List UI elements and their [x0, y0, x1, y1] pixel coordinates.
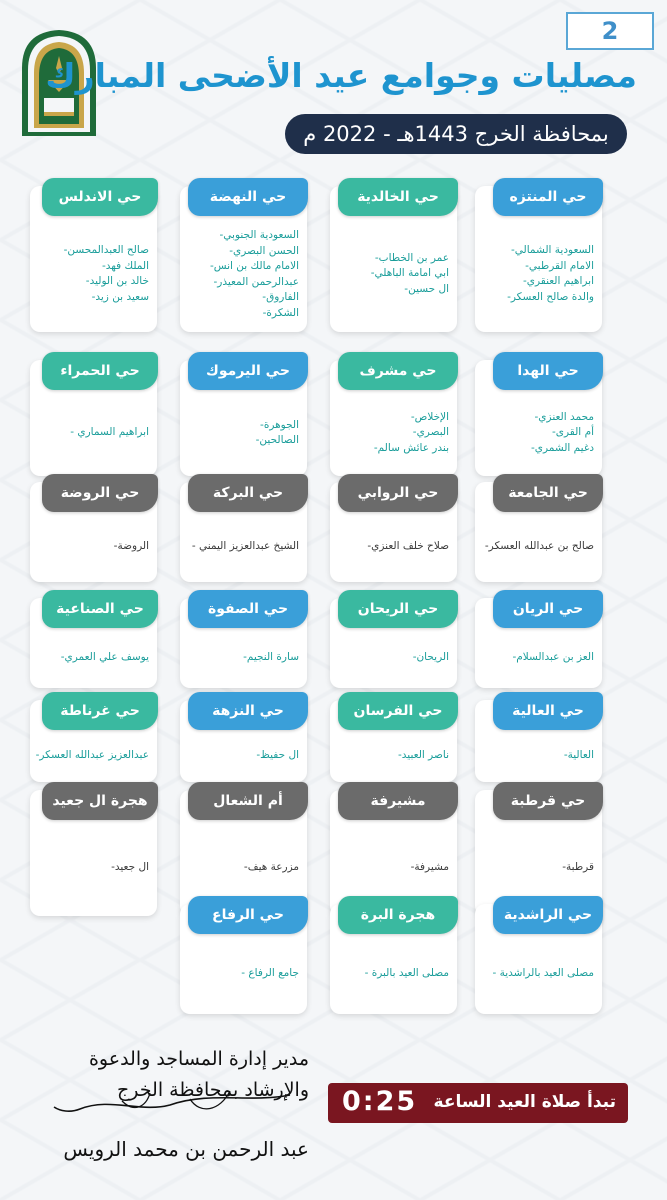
district-name: حي العالية	[493, 692, 603, 730]
mosque-item: بندر عائش سالم-	[373, 441, 449, 454]
mosque-list	[334, 539, 449, 555]
mosque-item: الفاروق-	[262, 291, 299, 303]
district-card	[475, 186, 602, 332]
district-card	[180, 598, 307, 688]
page-title: مصليات وجوامع عيد الأضحى المبارك	[45, 56, 637, 95]
mosque-list	[334, 650, 449, 666]
district-card	[180, 700, 307, 782]
district-name: حي مشرف	[338, 352, 458, 390]
mosque-item: الإخلاص-	[410, 410, 449, 423]
prayer-time-label: تبدأ صلاة العيد الساعة	[433, 1092, 616, 1112]
mosque-list	[34, 539, 149, 555]
subtitle-banner: بمحافظة الخرج 1443هـ - 2022 م	[285, 114, 627, 154]
mosque-item: الحسن البصري-	[229, 244, 299, 257]
mosque-list	[34, 425, 149, 441]
district-name: حي قرطبة	[493, 782, 603, 820]
mosque-item: خالد بن الوليد-	[85, 275, 149, 287]
mosque-item: الشيخ عبدالعزيز اليمني -	[191, 540, 299, 553]
mosque-item: عبدالرحمن المعيذر-	[213, 275, 299, 288]
district-name: حي الجامعة	[493, 474, 603, 512]
district-name: حي الريحان	[338, 590, 458, 628]
district-name: حي الهدا	[493, 352, 603, 390]
mosque-list	[184, 418, 299, 449]
mosque-item: عمر بن الخطاب-	[374, 251, 449, 264]
district-card	[330, 700, 457, 782]
mosque-list	[334, 410, 449, 457]
mosque-item: صالح العبدالمحسن-	[63, 244, 149, 256]
mosque-list	[479, 650, 594, 666]
page-number: 2	[566, 12, 654, 50]
district-card	[30, 482, 157, 582]
mosque-item: مشيرفة-	[410, 861, 449, 874]
mosque-list	[34, 860, 149, 876]
mosque-list	[334, 251, 449, 298]
district-name: حي الاندلس	[42, 178, 158, 216]
mosque-item: الريحان-	[412, 651, 449, 664]
district-name: حي الصناعية	[42, 590, 158, 628]
mosque-item: ابراهيم السماري -	[70, 426, 149, 439]
district-card	[180, 186, 307, 332]
mosque-list	[184, 966, 299, 982]
mosque-list	[34, 243, 149, 305]
mosque-item: مزرعة هيف-	[243, 861, 299, 874]
district-name: حي الريان	[493, 590, 603, 628]
district-card	[180, 360, 307, 476]
district-name: حي الراشدية	[493, 896, 603, 934]
district-card	[30, 598, 157, 688]
district-card	[30, 790, 157, 916]
district-name: حي الرفاع	[188, 896, 308, 934]
mosque-list	[184, 539, 299, 555]
district-name: أم الشعال	[188, 782, 308, 820]
mosque-item: الملك فهد-	[101, 259, 149, 272]
mosque-list	[334, 966, 449, 982]
mosque-item: الروضة-	[113, 540, 149, 553]
mosque-item: قرطبة-	[562, 861, 594, 874]
district-card	[330, 482, 457, 582]
district-card	[30, 700, 157, 782]
district-name: حي الحمراء	[42, 352, 158, 390]
mosque-item: مصلى العيد بالراشدية -	[492, 967, 594, 980]
mosque-item: الصالحين-	[255, 434, 299, 446]
mosque-item: ابراهيم العنقري-	[522, 275, 594, 287]
district-name: حي النهضة	[188, 178, 308, 216]
mosque-item: مصلى العيد بالبرة -	[364, 967, 449, 980]
mosque-list	[479, 539, 594, 555]
mosque-item: يوسف علي العمري-	[60, 651, 149, 664]
district-name: حي البركة	[188, 474, 308, 512]
signer-name: عبد الرحمن بن محمد الرويس	[63, 1137, 309, 1161]
district-card	[180, 482, 307, 582]
mosque-list	[479, 748, 594, 764]
mosque-list	[184, 228, 299, 321]
prayer-time-value: 0:25	[342, 1086, 418, 1117]
mosque-list	[479, 966, 594, 982]
mosque-item: ابي امامة الباهلي-	[370, 267, 449, 280]
district-card	[475, 482, 602, 582]
district-card	[180, 904, 307, 1014]
mosque-list	[479, 410, 594, 457]
mosque-item: السعودية الشمالي-	[510, 244, 594, 256]
mosque-item: ال حفيظ-	[256, 749, 299, 762]
mosque-list	[334, 748, 449, 764]
mosque-item: صلاح خلف العنزي-	[367, 540, 449, 553]
district-name: حي النزهة	[188, 692, 308, 730]
district-name: حي الخالدية	[338, 178, 458, 216]
district-card	[330, 598, 457, 688]
district-name: هجرة البرة	[338, 896, 458, 934]
prayer-time-box	[328, 1083, 628, 1123]
mosque-item: السعودية الجنوبي-	[219, 229, 299, 241]
district-card	[475, 360, 602, 476]
district-name: هجرة ال جعيد	[42, 782, 158, 820]
mosque-list	[34, 748, 149, 764]
mosque-item: دغيم الشمري-	[530, 441, 594, 454]
mosque-item: ال حسين-	[404, 282, 449, 295]
mosque-item: الجوهرة-	[260, 418, 299, 431]
district-card	[475, 904, 602, 1014]
mosque-item: العز بن عبدالسلام-	[512, 651, 594, 664]
mosque-list	[184, 650, 299, 666]
mosque-item: الشكرة-	[262, 306, 299, 319]
district-name: مشيرفة	[338, 782, 458, 820]
district-name: حي المنتزه	[493, 178, 603, 216]
district-card	[330, 360, 457, 476]
mosque-list	[334, 860, 449, 876]
district-card	[475, 700, 602, 782]
district-name: حي الصفوة	[188, 590, 308, 628]
mosque-item: البصري-	[412, 426, 449, 439]
mosque-item: ال جعيد-	[111, 861, 149, 874]
mosque-item: محمد العنزي-	[534, 410, 594, 423]
district-card	[30, 186, 157, 332]
district-name: حي الفرسان	[338, 692, 458, 730]
mosque-item: صالح بن عبدالله العسكر-	[484, 540, 594, 553]
mosque-list	[479, 860, 594, 876]
district-name: حي اليرموك	[188, 352, 308, 390]
mosque-item: عبدالعزيز عبدالله العسكر-	[35, 749, 149, 762]
mosque-list	[184, 860, 299, 876]
mosque-item: جامع الرفاع -	[241, 967, 299, 980]
district-card	[330, 186, 457, 332]
mosque-list	[184, 748, 299, 764]
district-name: حي غرناطة	[42, 692, 158, 730]
district-card	[330, 904, 457, 1014]
mosque-item: سارة النجيم-	[243, 651, 299, 664]
handwritten-signature	[50, 1085, 300, 1123]
mosque-item: الامام مالك بن انس-	[209, 260, 299, 272]
mosque-item: والدة صالح العسكر-	[507, 290, 594, 303]
mosque-list	[479, 243, 594, 305]
mosque-list	[34, 650, 149, 666]
mosque-item: سعيد بن زيد-	[91, 290, 149, 303]
mosque-item: الامام القرطبي-	[525, 259, 594, 272]
mosque-item: ناصر العبيد-	[398, 749, 449, 762]
district-name: حي الروضة	[42, 474, 158, 512]
mosque-item: العالية-	[563, 749, 594, 762]
district-name: حي الروابي	[338, 474, 458, 512]
footer-title-line1: مدير إدارة المساجد والدعوة	[88, 1048, 309, 1070]
mosque-item: أم القرى-	[552, 426, 594, 439]
district-card	[30, 360, 157, 476]
footer-title-line2: والإرشاد بمحافظة الخرج	[117, 1079, 309, 1101]
district-card	[475, 598, 602, 688]
